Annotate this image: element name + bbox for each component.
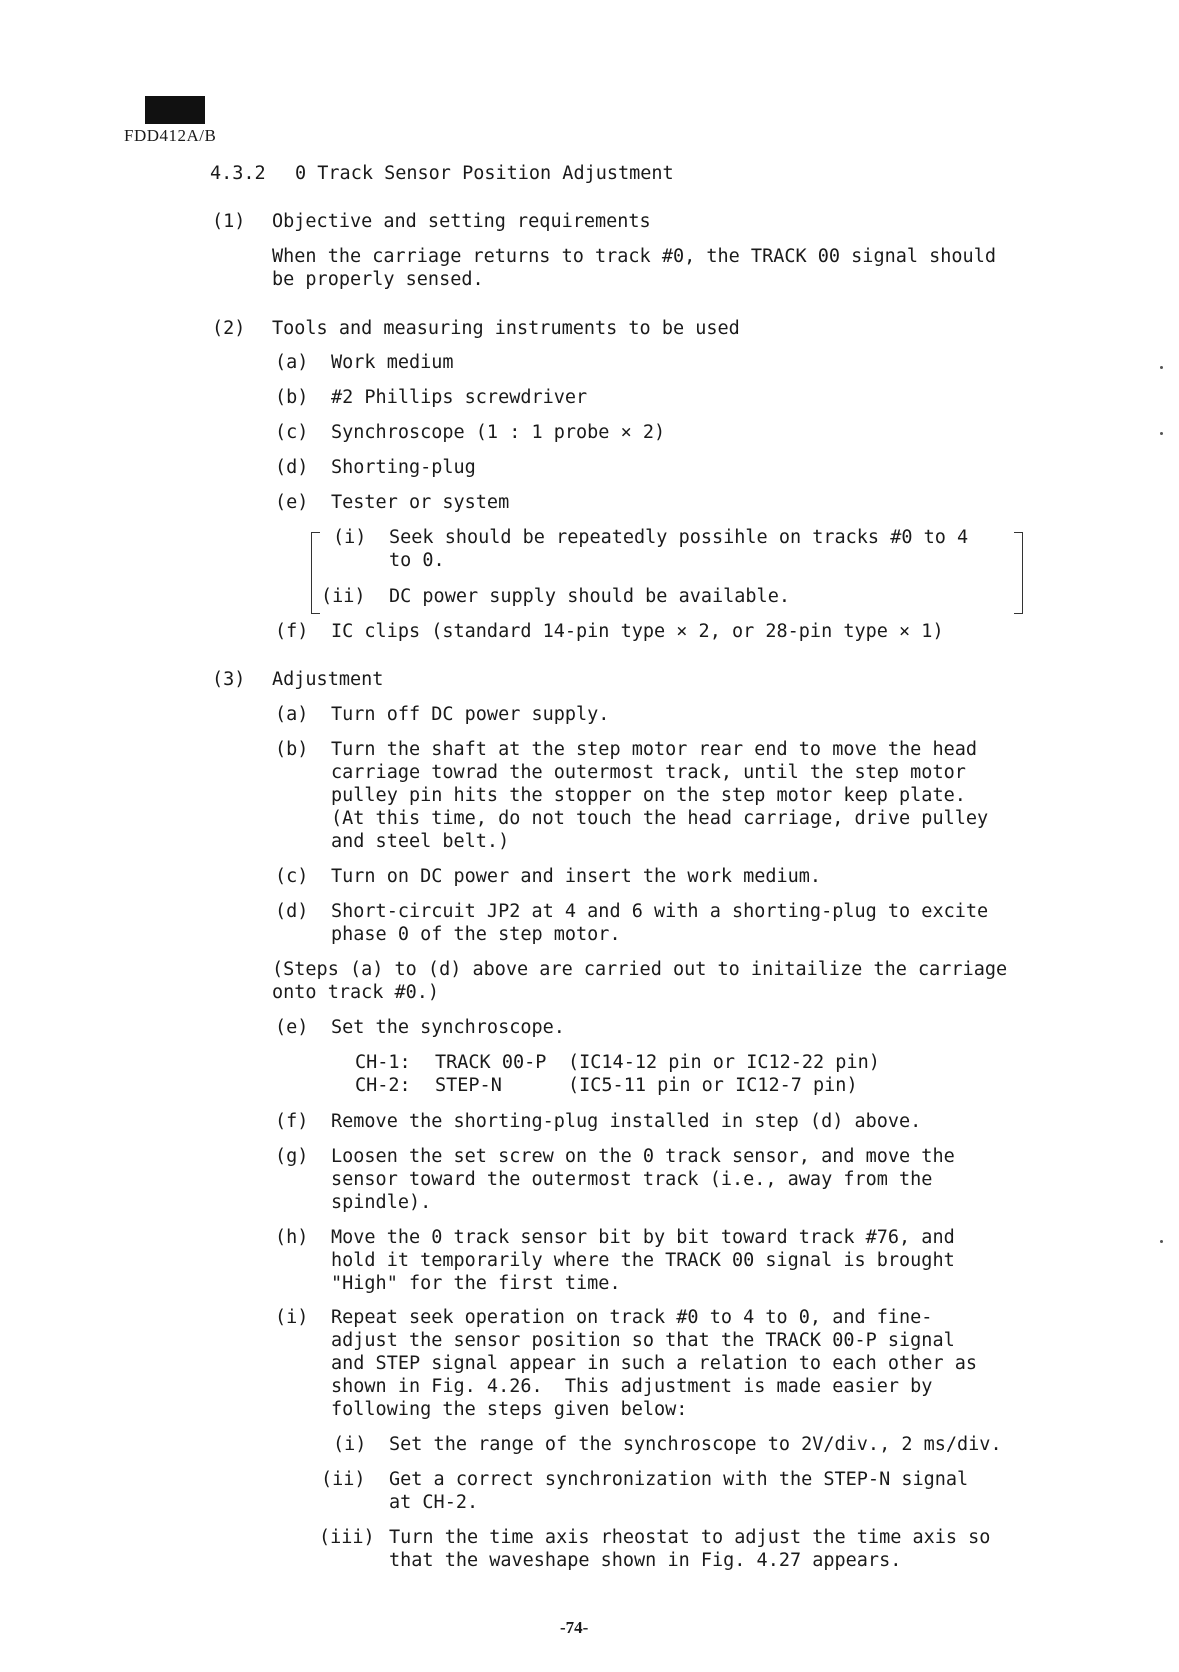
step-text: Turn off DC power supply. (331, 704, 610, 725)
step-text-line: shown in Fig. 4.26. This adjustment is made easier by (331, 1376, 933, 1397)
system-req-line1: Seek should be repeatedly possihle on tracks #0 to 4 (389, 527, 969, 548)
note-line: onto track #0.) (272, 982, 440, 1003)
step-label: (c) (275, 866, 309, 887)
part1-number: (1) (212, 211, 246, 232)
part3-title: Adjustment (272, 669, 384, 690)
substep-text-line: Turn the time axis rheostat to adjust the time axis so (389, 1527, 991, 1548)
section-number: 4.3.2 (210, 163, 266, 184)
system-req-line2: to 0. (389, 550, 445, 571)
step-text-line: following the steps given below: (331, 1399, 688, 1420)
substep-text-line: that the waveshape shown in Fig. 4.27 appears. (389, 1550, 902, 1571)
step-label: (g) (275, 1146, 309, 1167)
part3-number: (3) (212, 669, 246, 690)
scan-speck (1160, 1240, 1163, 1243)
step-label: (a) (275, 704, 309, 725)
step-text-line: and STEP signal appear in such a relation to each other as (331, 1353, 978, 1374)
part2-number: (2) (212, 318, 246, 339)
system-req-label: (i) (333, 527, 367, 548)
step-text-line: Move the 0 track sensor bit by bit toward track #76, and (331, 1227, 955, 1248)
channel-signal: STEP-N (435, 1075, 502, 1096)
step-text-line: "High" for the first time. (331, 1273, 621, 1294)
part2-title: Tools and measuring instruments to be used (272, 318, 740, 339)
tool-item-label: (b) (275, 387, 309, 408)
step-label: (f) (275, 1111, 309, 1132)
substep-text-line: at CH-2. (389, 1492, 479, 1513)
channel-name: CH-2: (355, 1075, 411, 1096)
step-text-line: and steel belt.) (331, 831, 510, 852)
channel-name: CH-1: (355, 1052, 411, 1073)
step-text-line: spindle). (331, 1192, 432, 1213)
step-text-line: Loosen the set screw on the 0 track sensor, and move the (331, 1146, 955, 1167)
part1-body-line2: be properly sensed. (272, 269, 484, 290)
left-bracket (311, 532, 320, 614)
tool-item-label: (f) (275, 621, 309, 642)
tool-item-text: IC clips (standard 14-pin type × 2, or 28-pin type × 1) (331, 621, 944, 642)
right-bracket (1014, 532, 1023, 614)
step-text-line: hold it temporarily where the TRACK 00 signal is brought (331, 1250, 955, 1271)
step-text-line: sensor toward the outermost track (i.e., away from the (331, 1169, 933, 1190)
step-label: (b) (275, 739, 309, 760)
tool-item-label: (a) (275, 352, 309, 373)
step-text: Set the synchroscope. (331, 1017, 565, 1038)
part1-title: Objective and setting requirements (272, 211, 651, 232)
step-text-line: adjust the sensor position so that the TRACK 00-P signal (331, 1330, 955, 1351)
step-text-line: Turn the shaft at the step motor rear end to move the head (331, 739, 978, 760)
step-text-line: (At this time, do not touch the head carriage, drive pulley (331, 808, 989, 829)
note-line: (Steps (a) to (d) above are carried out to initailize the carriage (272, 959, 1008, 980)
channel-pin: (IC14-12 pin or IC12-22 pin) (568, 1052, 880, 1073)
scan-speck (1160, 366, 1163, 369)
part1-body-line1: When the carriage returns to track #0, the TRACK 00 signal should (272, 246, 996, 267)
substep-label: (iii) (319, 1527, 375, 1548)
tool-item-text: Shorting-plug (331, 457, 476, 478)
step-text: Remove the shorting-plug installed in step (d) above. (331, 1111, 922, 1132)
step-label: (d) (275, 901, 309, 922)
tool-item-label: (c) (275, 422, 309, 443)
step-text-line: pulley pin hits the stopper on the step motor keep plate. (331, 785, 966, 806)
company-logo (145, 96, 205, 124)
page-number: -74- (560, 1618, 589, 1637)
step-text: Turn on DC power and insert the work medium. (331, 866, 822, 887)
step-text-line: carriage towrad the outermost track, until the step motor (331, 762, 966, 783)
tool-item-text: #2 Phillips screwdriver (331, 387, 588, 408)
channel-pin: (IC5-11 pin or IC12-7 pin) (568, 1075, 858, 1096)
tool-item-text: Synchroscope (1 : 1 probe × 2) (331, 422, 666, 443)
substep-text-line: Get a correct synchronization with the STEP-N signal (389, 1469, 969, 1490)
tool-item-label: (d) (275, 457, 309, 478)
channel-signal: TRACK 00-P (435, 1052, 547, 1073)
scan-speck (1160, 432, 1163, 435)
substep-text-line: Set the range of the synchroscope to 2V/div., 2 ms/div. (389, 1434, 1002, 1455)
substep-label: (i) (333, 1434, 367, 1455)
tool-item-text: Tester or system (331, 492, 510, 513)
step-text-line: Short-circuit JP2 at 4 and 6 with a shorting-plug to excite (331, 901, 989, 922)
system-req-line1: DC power supply should be available. (389, 586, 790, 607)
step-label: (i) (275, 1307, 309, 1328)
step-text-line: phase 0 of the step motor. (331, 924, 621, 945)
step-label: (e) (275, 1017, 309, 1038)
step-text-line: Repeat seek operation on track #0 to 4 to 0, and fine- (331, 1307, 933, 1328)
section-title: 0 Track Sensor Position Adjustment (295, 163, 674, 184)
tool-item-text: Work medium (331, 352, 454, 373)
step-label: (h) (275, 1227, 309, 1248)
substep-label: (ii) (321, 1469, 366, 1490)
tool-item-label: (e) (275, 492, 309, 513)
system-req-label: (ii) (321, 586, 366, 607)
document-model-header: FDD412A/B (124, 126, 217, 145)
